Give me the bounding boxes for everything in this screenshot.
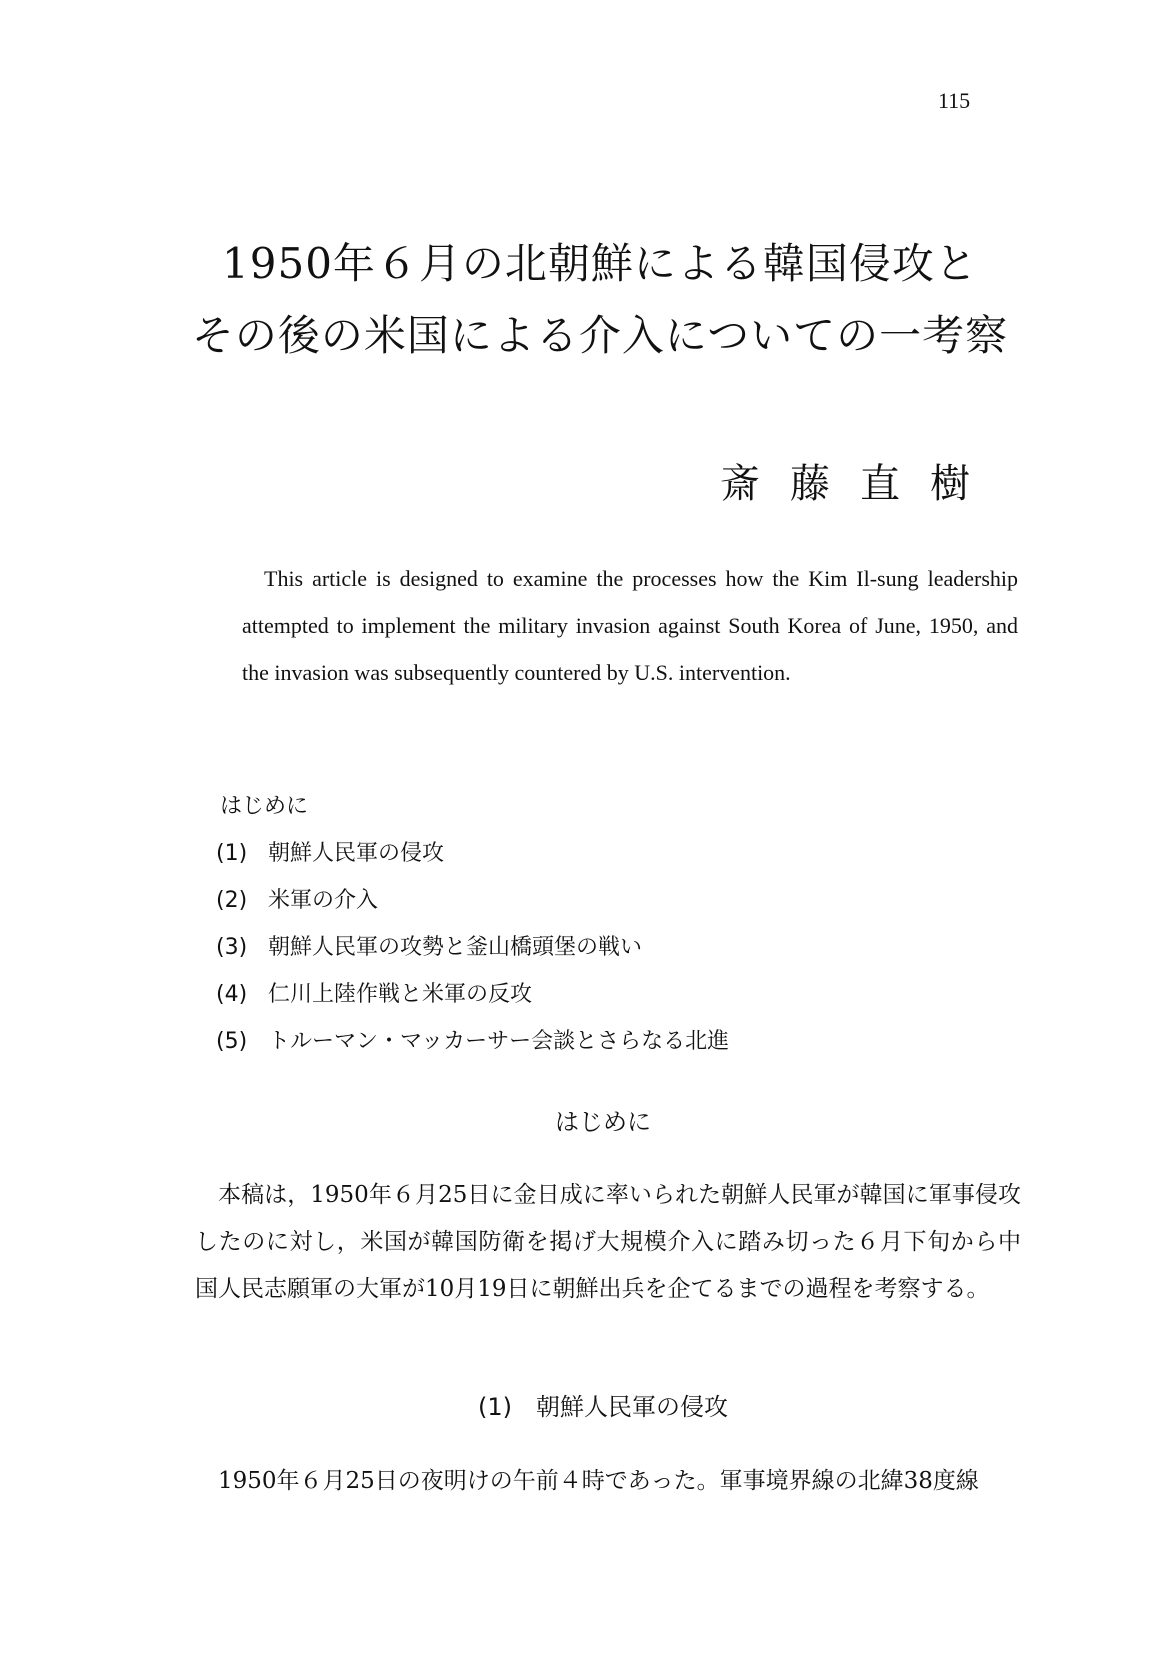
toc-item-label: 米軍の介入 — [268, 888, 379, 913]
toc-item-number: (1) — [216, 841, 248, 866]
toc-item-label: 仁川上陸作戦と米軍の反攻 — [268, 982, 533, 1007]
toc-item — [216, 971, 916, 1018]
section-heading-intro: はじめに — [555, 1108, 651, 1136]
toc-item-number: (5) — [216, 1029, 248, 1054]
intro-paragraph: 本稿は，1950年６月25日に金日成に率いられた朝鮮人民軍が韓国に軍事侵攻したのに対し，米国が韓国防衛を掲げ大規模介入に踏み切った６月下旬から中国人民志願軍の大軍が10月19日に朝鮮出兵を企てるまでの過程を考察する。 — [195, 1182, 1021, 1302]
toc-item — [216, 1018, 916, 1065]
abstract: This article is designed to examine the processes how the Kim Il-sung leadership attempted to implement the military invasion against South Korea of June, 1950, and the invasion was subsequently countered by U.S. intervention. — [242, 566, 1018, 685]
toc-item — [216, 924, 916, 971]
title-line-1: 1950年６月の北朝鮮による韓国侵攻と — [222, 239, 978, 288]
title-line-2: その後の米国による介入についての一考察 — [191, 311, 1009, 360]
section-1-paragraph: 1950年６月25日の夜明けの午前４時であった。軍事境界線の北緯38度線 — [218, 1468, 979, 1494]
toc-item-number: (3) — [216, 935, 248, 960]
paper-title — [150, 228, 1050, 372]
toc-item-label: 朝鮮人民軍の攻勢と釜山橋頭堡の戦い — [268, 935, 643, 960]
toc-item-number: (2) — [216, 888, 248, 913]
toc-item-label: トルーマン・マッカーサー会談とさらなる北進 — [268, 1029, 730, 1054]
toc-intro: はじめに — [220, 794, 309, 819]
author-name: 斎藤直樹 — [720, 461, 1000, 507]
toc-item-label: 朝鮮人民軍の侵攻 — [268, 841, 445, 866]
toc-item — [216, 877, 916, 924]
toc-item-number: (4) — [216, 982, 248, 1007]
section-heading-1: (1) 朝鮮人民軍の侵攻 — [478, 1393, 728, 1421]
toc-item — [216, 830, 916, 877]
page-number: 115 — [938, 88, 971, 113]
table-of-contents — [216, 783, 916, 1065]
